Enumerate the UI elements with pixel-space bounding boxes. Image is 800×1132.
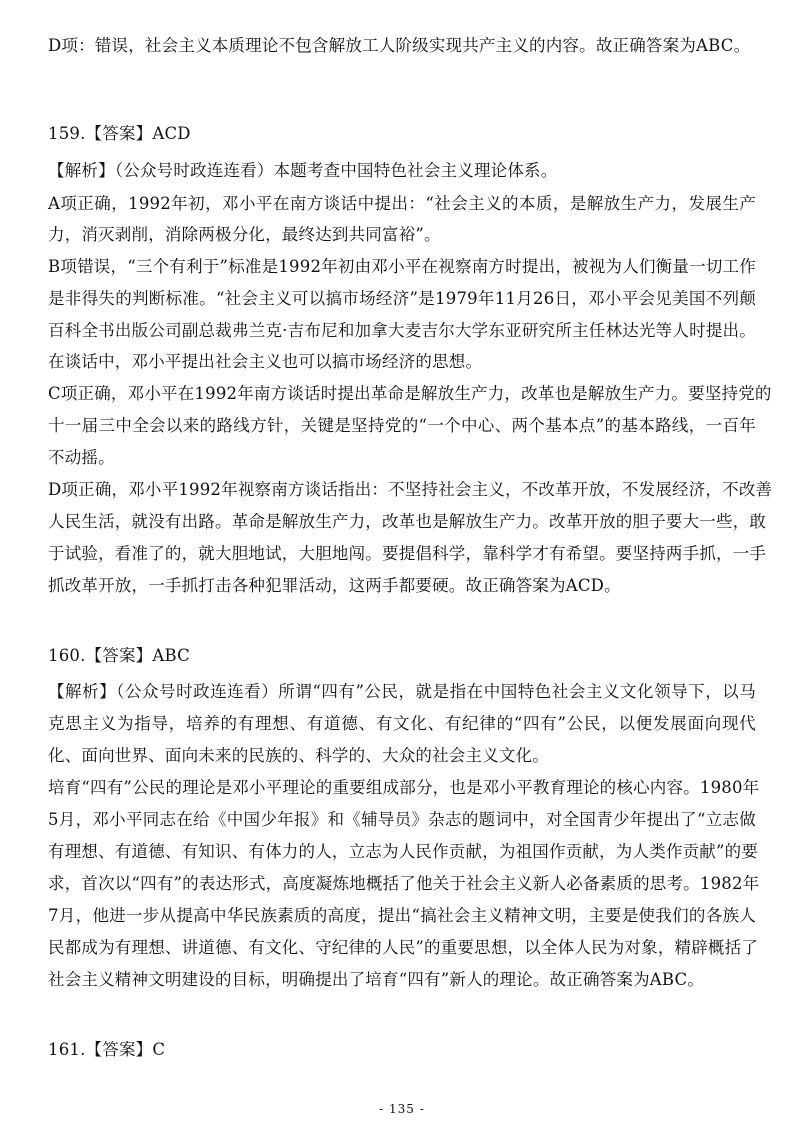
paragraph-line: 求，首次以“四有”的表达形式，高度凝炼地概括了他关于社会主义新人必备素质的思考。1982年	[48, 874, 760, 893]
analysis-line: 【解析】（公众号时政连连看）所谓“四有”公民，就是指在中国特色社会主义文化领导下，以马	[48, 682, 756, 701]
page-number: - 135 -	[379, 1102, 425, 1116]
answer-heading: 159.【答案】ACD	[48, 124, 191, 143]
paragraph-line: 在谈话中，邓小平提出社会主义也可以搞市场经济的思想。	[48, 352, 483, 371]
paragraph-line: D项：错误，社会主义本质理论不包含解放工人阶级实现共产主义的内容。故正确答案为ABC。	[48, 36, 751, 55]
paragraph-line: D项正确，邓小平1992年视察南方谈话指出：不坚持社会主义，不改革开放，不发展经济，不改善	[48, 480, 773, 499]
answer-heading: 160.【答案】ABC	[48, 646, 190, 665]
analysis-line: 化、面向世界、面向未来的民族的、科学的、大众的社会主义文化。	[48, 746, 549, 765]
paragraph-line: C项正确，邓小平在1992年南方谈话时提出革命是解放生产力，改革也是解放生产力。要坚持党的	[48, 384, 772, 403]
paragraph-line: 培育“四有”公民的理论是邓小平理论的重要组成部分，也是邓小平教育理论的核心内容。1980年	[48, 778, 760, 797]
analysis-line: 克思主义为指导，培养的有理想、有道德、有文化、有纪律的“四有”公民，以便发展面向现代	[48, 714, 756, 733]
paragraph-line: 于试验，看准了的，就大胆地试，大胆地闯。要提倡科学，靠科学才有希望。要坚持两手抓，一手	[48, 544, 767, 563]
paragraph-line: 有理想、有道德、有知识、有体力的人，立志为人民作贡献，为祖国作贡献，为人类作贡献”的要	[48, 842, 759, 861]
paragraph-line: 民都成为有理想、讲道德、有文化、守纪律的人民”的重要思想，以全体人民为对象，精辟概括了	[48, 938, 759, 957]
paragraph-line: 是非得失的判断标准。“社会主义可以搞市场经济”是1979年11月26日，邓小平会见美国不列颠	[48, 289, 756, 308]
paragraph-line: 抓改革开放，一手抓打击各种犯罪活动，这两手都要硬。故正确答案为ACD。	[48, 576, 621, 595]
answer-heading: 161.【答案】C	[48, 1040, 166, 1059]
paragraph-line: 不动摇。	[48, 448, 115, 467]
paragraph-line: 社会主义精神文明建设的目标，明确提出了培育“四有”新人的理论。故正确答案为ABC。	[48, 970, 705, 989]
paragraph-line: 7月，他进一步从提高中华民族素质的高度，提出“搞社会主义精神文明，主要是使我们的各族人	[48, 906, 756, 925]
paragraph-line: 5月，邓小平同志在给《中国少年报》和《辅导员》杂志的题词中，对全国青少年提出了“立志做	[48, 810, 756, 829]
paragraph-line: A项正确，1992年初，邓小平在南方谈话中提出：“社会主义的本质，是解放生产力，发展生产	[48, 194, 756, 213]
document-page	[48, 0, 773, 1132]
paragraph-line: 百科全书出版公司副总裁弗兰克·吉布尼和加拿大麦吉尔大学东亚研究所主任林达光等人时提出。	[48, 321, 756, 340]
paragraph-line: B项错误，“三个有利于”标准是1992年初由邓小平在视察南方时提出，被视为人们衡量一切工作	[48, 257, 756, 276]
paragraph-line: 十一届三中全会以来的路线方针，关键是坚持党的“一个中心、两个基本点”的基本路线，一百年	[48, 416, 756, 435]
analysis-line: 【解析】（公众号时政连连看）本题考查中国特色社会主义理论体系。	[48, 161, 558, 180]
paragraph-line: 人民生活，就没有出路。革命是解放生产力，改革也是解放生产力。改革开放的胆子要大一些，敢	[48, 512, 767, 531]
paragraph-line: 力，消灭剥削，消除两极分化，最终达到共同富裕”。	[48, 225, 441, 244]
